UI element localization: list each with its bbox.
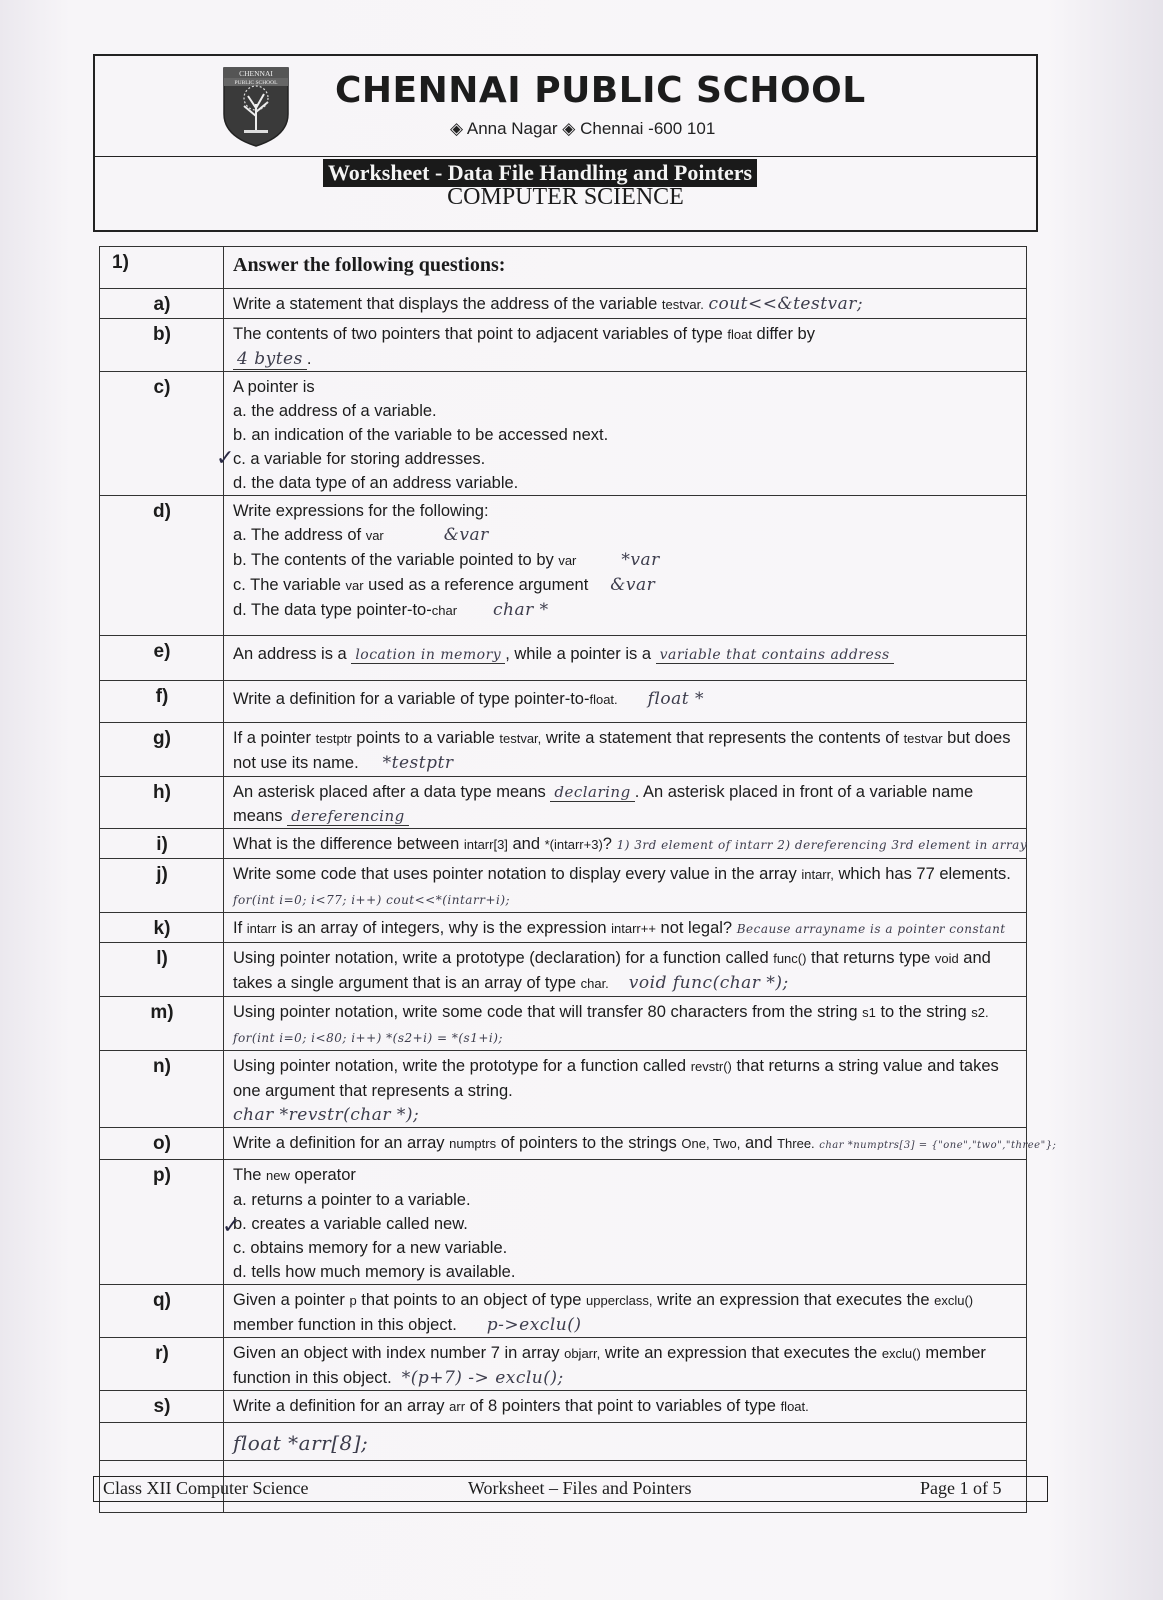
- code-term: new: [266, 1168, 290, 1183]
- question-label: c): [100, 372, 224, 496]
- expression-item-a: [233, 523, 1018, 548]
- question-label: f): [100, 681, 224, 723]
- question-text: [224, 1051, 1027, 1128]
- question-q-text-2: that points to an object of type: [356, 1291, 587, 1309]
- question-row-d: [100, 496, 1027, 636]
- expression-item-b: [233, 548, 1018, 573]
- question-row-c: [100, 372, 1027, 496]
- code-term: objarr,: [564, 1346, 601, 1361]
- code-term: func(): [773, 951, 807, 966]
- question-row-i: [100, 829, 1027, 859]
- question-label: j): [100, 859, 224, 913]
- code-term: char: [431, 603, 458, 618]
- question-s-text-2: of 8 pointers that point to variables of type: [465, 1397, 781, 1415]
- question-c-text: A pointer is: [233, 378, 315, 396]
- question-g-text: If a pointer: [233, 729, 316, 747]
- question-text: [224, 1285, 1027, 1338]
- code-term: void: [934, 951, 959, 966]
- question-o-text: Write a definition for an array: [233, 1134, 450, 1152]
- question-g-text-3: write a statement that represents the contents of: [541, 729, 904, 747]
- question-h-text: An asterisk placed after a data type means: [233, 783, 551, 801]
- question-e-text-2: , while a pointer is a: [505, 645, 656, 663]
- school-name: CHENNAI PUBLIC SCHOOL: [335, 70, 866, 111]
- school-crest-logo: [222, 66, 290, 148]
- handwritten-answer: location in memory: [351, 647, 505, 664]
- section-heading: Answer the following questions:: [224, 247, 1027, 289]
- item-text: d. The data type pointer-to-: [233, 601, 432, 619]
- handwritten-answer: dereferencing: [287, 807, 409, 826]
- question-o-text-3: and: [740, 1134, 778, 1152]
- handwritten-answer: *testptr: [382, 753, 454, 773]
- question-text: [224, 681, 1027, 723]
- item-text: a. The address of: [233, 526, 366, 544]
- code-term: intarr,: [801, 867, 834, 882]
- question-label: l): [100, 943, 224, 997]
- question-row-n: [100, 1051, 1027, 1128]
- handwritten-answer: 4 bytes: [233, 349, 307, 370]
- question-m-text: Using pointer notation, write some code that will transfer 80 characters from the string: [233, 1003, 863, 1021]
- question-m-text-2: to the string: [875, 1003, 972, 1021]
- question-j-text-2: which has 77 elements.: [833, 865, 1011, 883]
- question-i-text-3: ?: [602, 835, 612, 853]
- handwritten-answer: for(int i=0; i<80; i++) *(s2+i) = *(s1+i);: [233, 1031, 503, 1045]
- handwritten-answer: cout<<&testvar;: [708, 294, 864, 314]
- question-label: d): [100, 496, 224, 636]
- question-row-b: [100, 319, 1027, 372]
- logo-text-bottom: PUBLIC SCHOOL: [234, 80, 278, 86]
- question-n-text: Using pointer notation, write the prototype for a function called: [233, 1057, 691, 1075]
- option-a: a. returns a pointer to a variable.: [233, 1191, 471, 1209]
- handwritten-answer: float *: [647, 689, 704, 709]
- question-row-f: [100, 681, 1027, 723]
- question-label: m): [100, 997, 224, 1051]
- code-term: p: [349, 1293, 357, 1308]
- code-term: testvar: [903, 731, 943, 746]
- question-i-text: What is the difference between: [233, 835, 464, 853]
- question-text: [224, 1160, 1027, 1285]
- question-text: [224, 289, 1027, 319]
- header-box: [93, 54, 1038, 232]
- question-text: [224, 496, 1027, 636]
- question-row-r: [100, 1338, 1027, 1391]
- question-n-text-2: that returns a string value and takes one argument that represents a string.: [233, 1057, 999, 1100]
- question-row-a: [100, 289, 1027, 319]
- handwritten-answer: declaring: [550, 783, 634, 802]
- question-label: p): [100, 1160, 224, 1285]
- question-row-k: [100, 913, 1027, 943]
- question-k-text-3: not legal?: [655, 919, 733, 937]
- question-row-g: [100, 723, 1027, 777]
- checkmark-icon: ✓: [216, 446, 235, 471]
- question-row-h: [100, 777, 1027, 829]
- item-text: b. The contents of the variable pointed to by: [233, 551, 559, 569]
- code-term: testvar.: [661, 297, 704, 312]
- section-number: 1): [100, 247, 224, 289]
- question-row-s: [100, 1391, 1027, 1423]
- handwritten-answer: &var: [443, 525, 489, 545]
- question-g-text-4: but does not use its name.: [233, 729, 1011, 772]
- subject-title: COMPUTER SCIENCE: [447, 184, 684, 210]
- question-label: b): [100, 319, 224, 372]
- question-text: [224, 723, 1027, 777]
- code-term: upperclass,: [586, 1293, 653, 1308]
- option-d: d. tells how much memory is available.: [233, 1263, 516, 1281]
- question-label: o): [100, 1128, 224, 1160]
- question-o-text-2: of pointers to the strings: [496, 1134, 682, 1152]
- footer-class: Class XII Computer Science: [103, 1478, 309, 1498]
- question-b-text: The contents of two pointers that point to adjacent variables of type: [233, 325, 728, 343]
- question-l-text-2: that returns type: [806, 949, 935, 967]
- code-term: arr: [449, 1399, 466, 1414]
- question-row-l: [100, 943, 1027, 997]
- handwritten-answer: Because arrayname is a pointer constant: [736, 922, 1006, 936]
- question-r-text-2: write an expression that executes the: [600, 1344, 882, 1362]
- question-row-q: [100, 1285, 1027, 1338]
- question-text: [224, 636, 1027, 681]
- code-term: char.: [580, 976, 609, 991]
- answer-row-s: [100, 1423, 1027, 1461]
- question-s-text: Write a definition for an array: [233, 1397, 450, 1415]
- option-a: a. the address of a variable.: [233, 402, 437, 420]
- handwritten-answer: *(p+7) -> exclu();: [401, 1368, 564, 1388]
- code-term: s2.: [971, 1005, 989, 1020]
- handwritten-answer: char *numptrs[3] = {"one","two","three"};: [819, 1140, 1057, 1151]
- code-term: float.: [780, 1399, 809, 1414]
- empty-cell: [100, 1423, 224, 1461]
- question-label: q): [100, 1285, 224, 1338]
- question-text: [224, 372, 1027, 496]
- question-text: [224, 1128, 1057, 1160]
- question-row-o: [100, 1128, 1027, 1160]
- question-label: i): [100, 829, 224, 859]
- code-term: revstr(): [690, 1059, 732, 1074]
- question-label: n): [100, 1051, 224, 1128]
- checkmark-icon: ✓: [222, 1214, 241, 1239]
- question-text: [224, 777, 1027, 829]
- section-row: [100, 247, 1027, 289]
- code-term: exclu(): [934, 1293, 974, 1308]
- question-row-j: [100, 859, 1027, 913]
- option-b: b. creates a variable called new.: [233, 1215, 468, 1233]
- handwritten-answer: &var: [610, 575, 656, 595]
- question-e-text: An address is a: [233, 645, 352, 663]
- question-j-text: Write some code that uses pointer notation to display every value in the array: [233, 865, 802, 883]
- question-row-e: [100, 636, 1027, 681]
- question-row-m: [100, 997, 1027, 1051]
- handwritten-answer: char *revstr(char *);: [233, 1105, 420, 1125]
- code-term: One, Two,: [681, 1136, 741, 1151]
- question-a-text: Write a statement that displays the address of the variable: [233, 295, 662, 313]
- question-label: e): [100, 636, 224, 681]
- item-text-rest: used as a reference argument: [363, 576, 589, 594]
- question-d-text: Write expressions for the following:: [233, 502, 489, 520]
- question-label: a): [100, 289, 224, 319]
- handwritten-answer: for(int i=0; i<77; i++) cout<<*(intarr+i);: [233, 893, 511, 907]
- handwritten-answer: *var: [621, 550, 660, 570]
- expression-item-d: [233, 598, 1018, 623]
- questions-table: [99, 246, 1057, 1513]
- question-text: [224, 859, 1027, 913]
- handwritten-answer: variable that contains address: [656, 647, 894, 664]
- code-term: testvar,: [499, 731, 542, 746]
- question-p-text-2: operator: [289, 1166, 356, 1184]
- code-term: var: [345, 578, 364, 593]
- item-text: c. The variable: [233, 576, 346, 594]
- question-label: g): [100, 723, 224, 777]
- code-term: var: [558, 553, 577, 568]
- question-text: [224, 997, 1027, 1051]
- code-term: Three.: [777, 1136, 815, 1151]
- code-term: s1: [862, 1005, 876, 1020]
- school-address: ◈ Anna Nagar ◈ Chennai -600 101: [450, 119, 716, 138]
- answer-cell: [224, 1423, 1027, 1461]
- question-text: [224, 1391, 1027, 1423]
- code-term: float: [727, 327, 752, 342]
- question-g-text-2: points to a variable: [351, 729, 500, 747]
- code-term: intarr++: [611, 921, 656, 936]
- code-term: intarr[3]: [463, 837, 508, 852]
- question-p-text: [233, 1163, 1018, 1188]
- option-c: c. a variable for storing addresses.: [233, 450, 486, 468]
- question-l-text: Using pointer notation, write a prototype (declaration) for a function called: [233, 949, 774, 967]
- question-label: k): [100, 913, 224, 943]
- handwritten-answer: void func(char *);: [628, 973, 789, 993]
- footer-bar: [93, 1476, 1048, 1502]
- question-l-text-3: and takes a single argument that is an array of type: [233, 949, 991, 992]
- logo-text-top: CHENNAI: [239, 69, 273, 78]
- question-b-period: .: [306, 350, 312, 368]
- question-i-text-2: and: [507, 835, 545, 853]
- question-b-text-end: differ by: [751, 325, 815, 343]
- code-term: testptr: [315, 731, 352, 746]
- question-text: [224, 943, 1027, 997]
- code-term: *(intarr+3): [544, 837, 603, 852]
- question-label: h): [100, 777, 224, 829]
- question-p-text-1: The: [233, 1166, 267, 1184]
- code-term: float.: [589, 692, 618, 707]
- option-c: c. obtains memory for a new variable.: [233, 1239, 508, 1257]
- question-q-text-4: member function in this object.: [233, 1316, 457, 1334]
- option-b: b. an indication of the variable to be accessed next.: [233, 426, 609, 444]
- expression-item-c: [233, 573, 1018, 598]
- worksheet-title: Worksheet - Data File Handling and Pointers: [323, 159, 757, 187]
- handwritten-answer: char *: [493, 600, 549, 620]
- question-r-text: Given an object with index number 7 in array: [233, 1344, 565, 1362]
- code-term: var: [365, 528, 384, 543]
- question-label: s): [100, 1391, 224, 1423]
- code-term: exclu(): [881, 1346, 921, 1361]
- question-text: [224, 913, 1027, 943]
- question-r-text-3: member function in this object.: [233, 1344, 986, 1387]
- question-h-text-2: . An asterisk placed in front of a variable name means: [233, 783, 974, 825]
- code-term: intarr: [246, 921, 277, 936]
- header-divider: [95, 156, 1036, 157]
- footer-worksheet: Worksheet – Files and Pointers: [468, 1478, 692, 1498]
- handwritten-answer: 1) 3rd element of intarr 2) dereferencing 3rd element in array: [616, 838, 1028, 852]
- handwritten-answer: float *arr[8];: [233, 1431, 369, 1455]
- option-d: d. the data type of an address variable.: [233, 474, 519, 492]
- question-q-text-3: write an expression that executes the: [652, 1291, 935, 1309]
- question-label: r): [100, 1338, 224, 1391]
- question-f-text: Write a definition for a variable of type pointer-to-: [233, 690, 590, 708]
- handwritten-answer: p->exclu(): [486, 1315, 582, 1335]
- question-text: [224, 319, 1027, 372]
- question-text: [224, 829, 1027, 859]
- footer-page-number: Page 1 of 5: [920, 1478, 1002, 1498]
- question-text: [224, 1338, 1027, 1391]
- question-k-text-2: is an array of integers, why is the expression: [276, 919, 612, 937]
- question-k-text: If: [233, 919, 247, 937]
- question-q-text: Given a pointer: [233, 1291, 350, 1309]
- code-term: numptrs: [449, 1136, 497, 1151]
